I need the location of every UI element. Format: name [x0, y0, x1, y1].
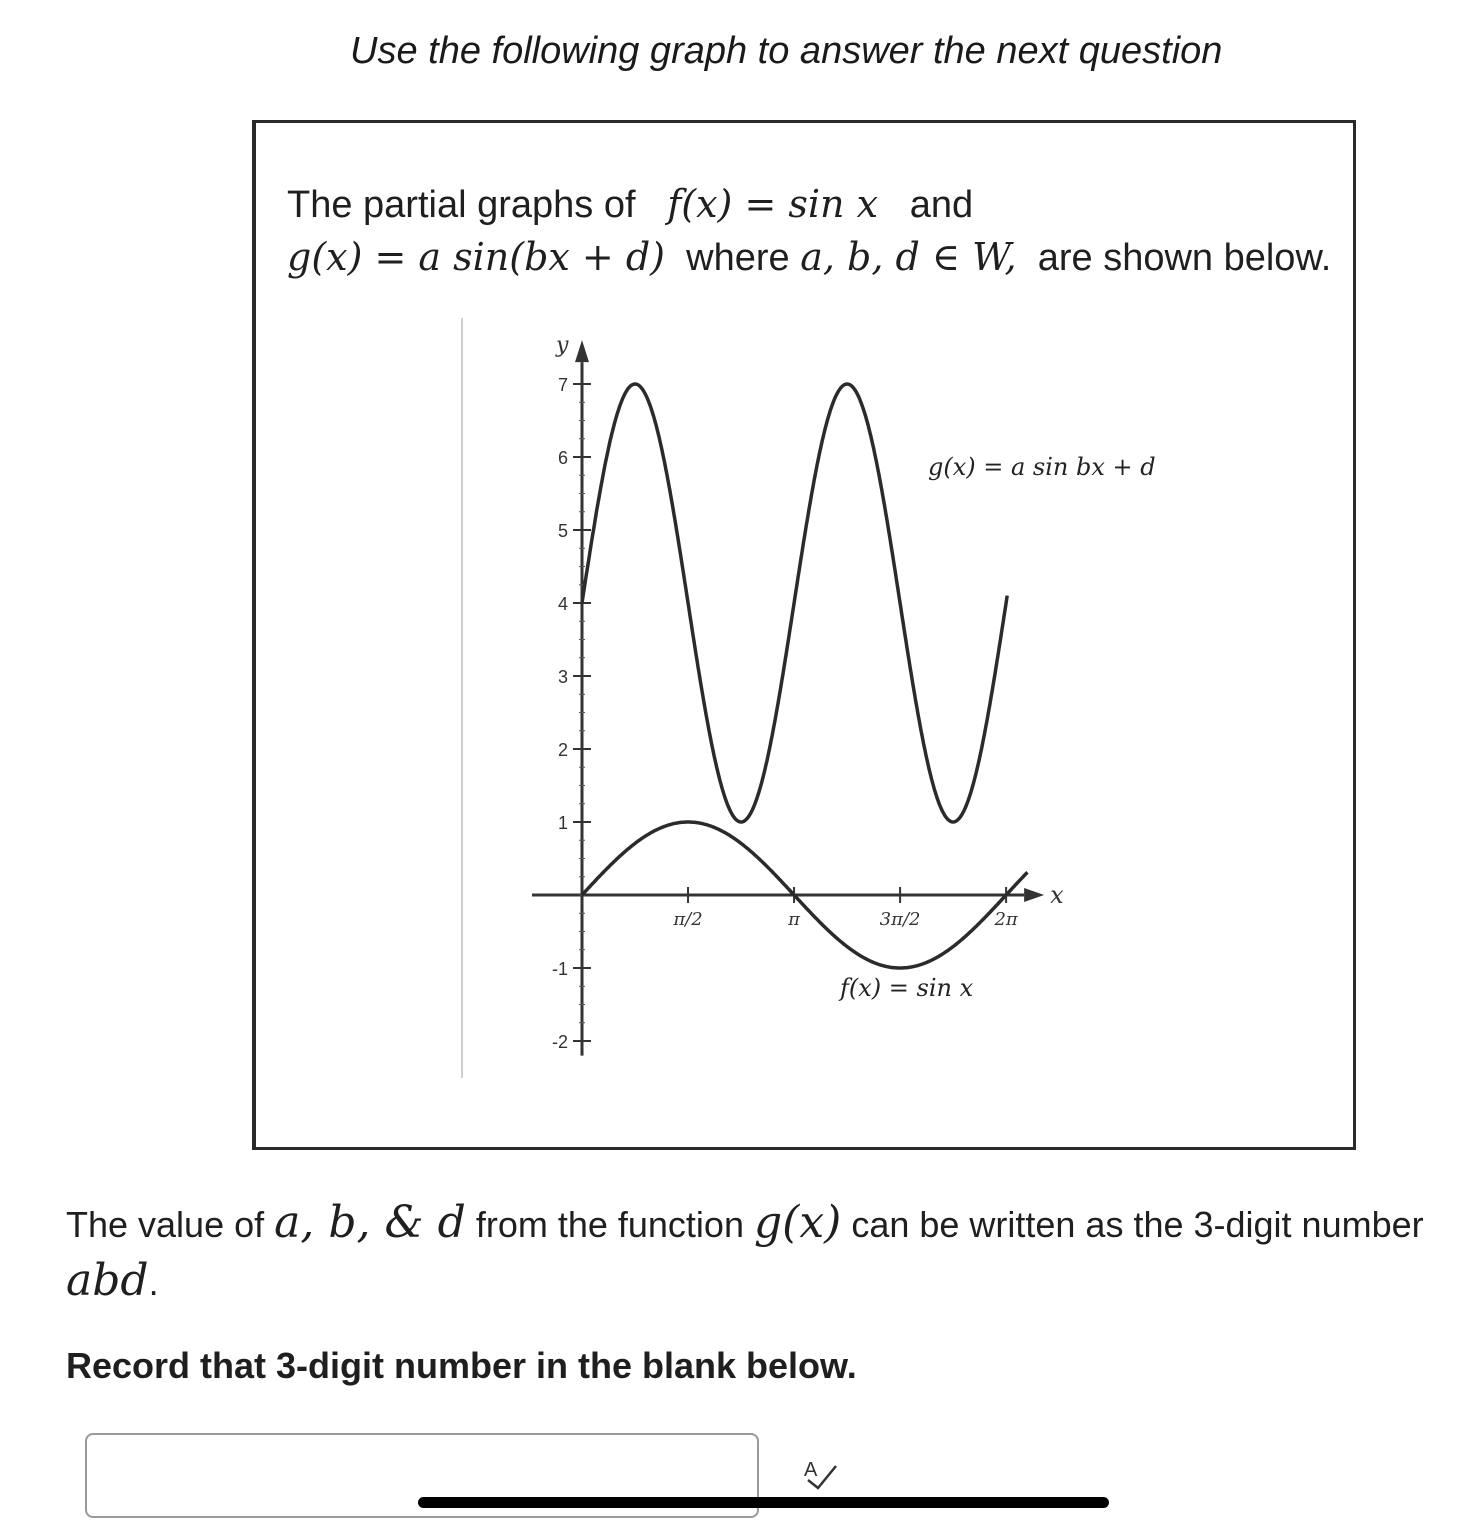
record-instruction: Record that 3-digit number in the blank below.: [66, 1345, 857, 1386]
f-definition: f(x) = sin x: [667, 182, 878, 226]
g-function: g(x): [753, 1197, 842, 1248]
y-tick-label: -1: [551, 959, 568, 979]
svg-text:A: A: [804, 1459, 818, 1481]
y-axis-label: y: [556, 333, 569, 359]
page-title: Use the following graph to answer the next question: [350, 30, 1223, 72]
x-tick-label: π/2: [673, 909, 703, 930]
intro-text-2: are shown below.: [1037, 237, 1332, 279]
question-part-1: The value of: [66, 1204, 265, 1245]
intro-line-1: [287, 178, 1331, 231]
abd-number: abd: [66, 1255, 149, 1306]
intro-and: and: [909, 184, 974, 226]
x-axis-label: x: [1050, 881, 1064, 909]
intro-line-2: [287, 231, 1331, 284]
y-tick-label: 5: [557, 521, 568, 541]
y-axis-arrow: [575, 340, 589, 362]
question-period: .: [148, 1262, 159, 1303]
x-tick-label: π: [788, 909, 800, 930]
g-definition: g(x) = a sin(bx + d): [287, 235, 665, 279]
y-tick-label: 7: [557, 375, 568, 395]
g-curve-label: g(x) = a sin bx + d: [928, 453, 1156, 481]
graph-chart: [460, 310, 1160, 1090]
x-tick-label: 3π/2: [879, 909, 921, 930]
intro-where: where: [686, 237, 790, 279]
g-curve: [582, 384, 1007, 822]
y-tick-label: 4: [557, 594, 568, 614]
y-tick-label: 3: [557, 667, 568, 687]
variables-abd: a, b, & d: [274, 1197, 466, 1248]
home-indicator: [418, 1497, 1109, 1508]
question-part-3: can be written as the 3-digit number: [851, 1204, 1424, 1245]
x-axis-arrow: [1024, 888, 1044, 902]
question-text: [66, 1195, 1456, 1311]
y-tick-label: 2: [557, 740, 568, 760]
y-tick-label: 6: [557, 448, 568, 468]
intro-text-1: The partial graphs of: [287, 184, 636, 226]
f-curve-label: f(x) = sin x: [840, 974, 974, 1002]
question-part-2: from the function: [475, 1204, 744, 1245]
intro-text: [287, 178, 1331, 284]
spellcheck-icon[interactable]: [800, 1456, 840, 1492]
variables-set: a, b, d ∈ W,: [800, 235, 1017, 279]
x-tick-label: 2π: [994, 909, 1018, 930]
y-tick-label: 1: [557, 813, 568, 833]
y-tick-label: -2: [551, 1032, 568, 1052]
